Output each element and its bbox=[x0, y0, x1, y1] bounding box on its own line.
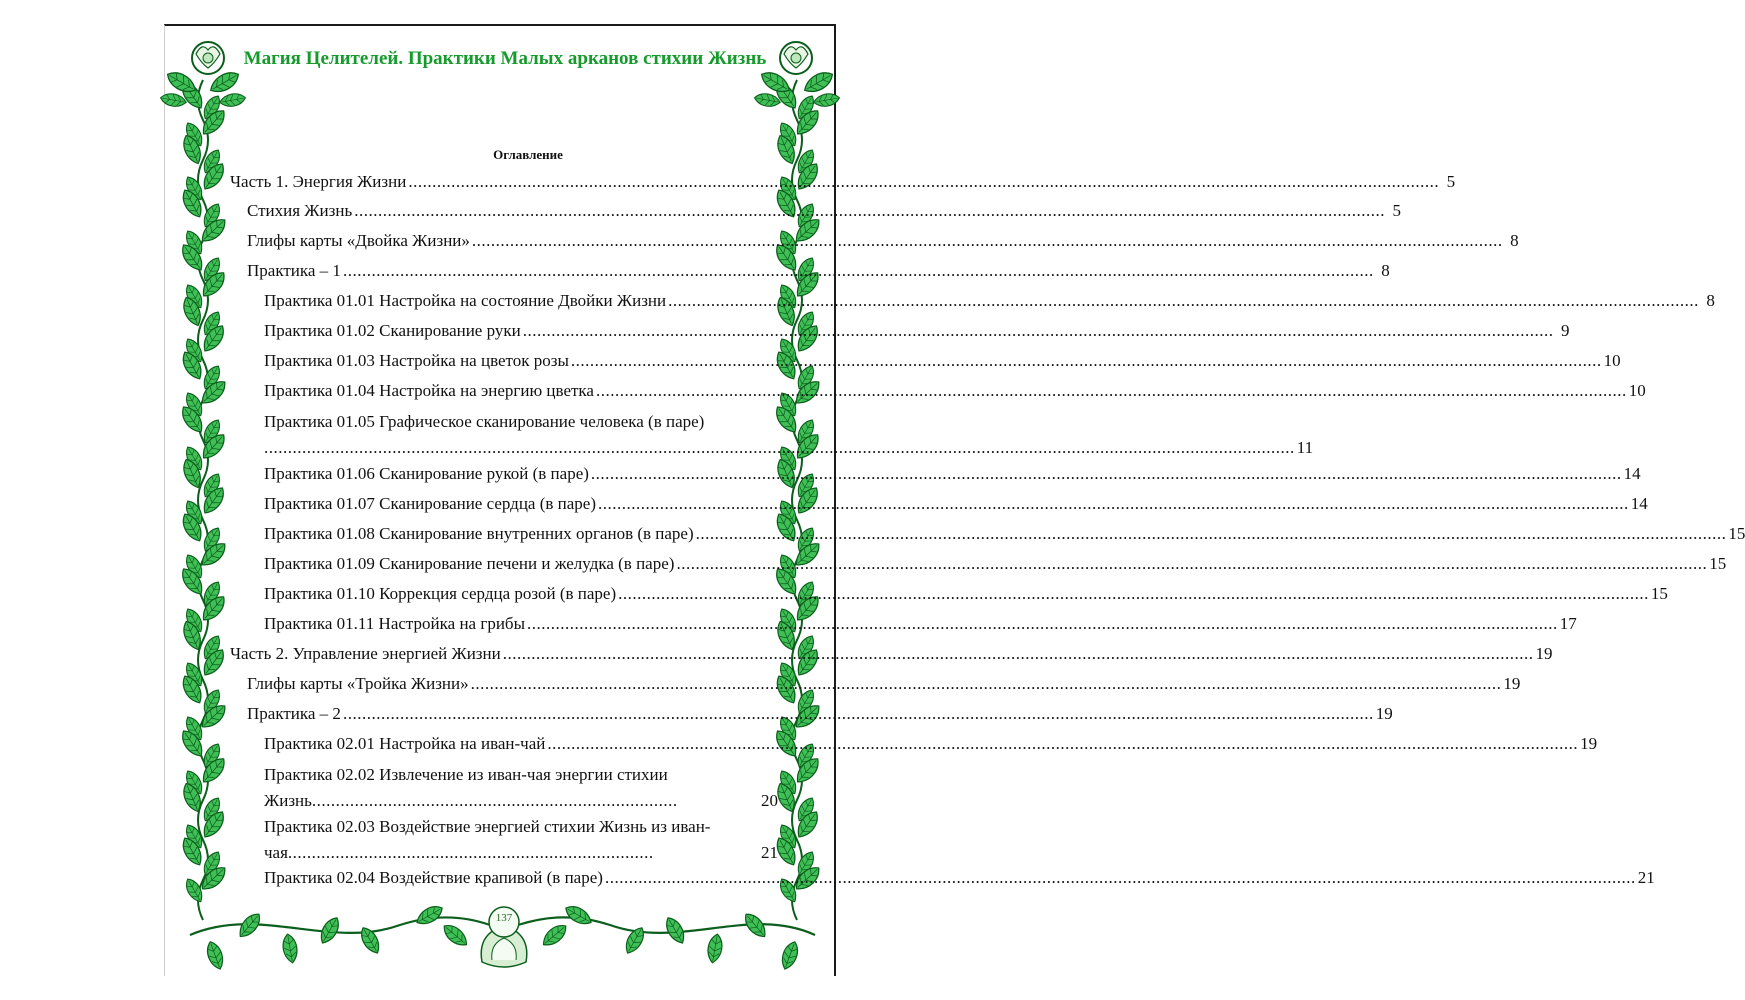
toc-entry-title: Практика – 1 bbox=[247, 261, 341, 280]
dot-leader bbox=[598, 494, 1629, 514]
toc-entry-page: 19 bbox=[1535, 644, 1553, 663]
leaf-icon bbox=[204, 940, 227, 972]
dot-leader bbox=[288, 843, 654, 862]
toc-entry[interactable] bbox=[264, 584, 1668, 604]
toc-entry[interactable] bbox=[247, 704, 1393, 724]
toc-entry-title: Практика 01.10 Коррекция сердца розой (в паре) bbox=[264, 584, 617, 603]
toc-entry-title: Практика – 2 bbox=[247, 704, 341, 723]
dot-leader bbox=[696, 524, 1727, 544]
toc-entry-page: 8 bbox=[1510, 231, 1519, 250]
toc-entry[interactable] bbox=[264, 291, 1715, 311]
leaf-icon bbox=[813, 92, 841, 108]
toc-entry-title: Часть 1. Энергия Жизни bbox=[230, 172, 407, 191]
toc-entry-title: Практика 01.06 Сканирование рукой (в паре) bbox=[264, 464, 589, 483]
dot-leader bbox=[596, 381, 1627, 401]
toc-entry-title: Практика 01.04 Настройка на энергию цветка bbox=[264, 381, 594, 400]
leaf-icon bbox=[357, 925, 383, 957]
dot-leader bbox=[618, 584, 1649, 604]
toc-entry-title: Практика 02.01 Настройка на иван-чай bbox=[264, 734, 546, 753]
toc-entry-page: 11 bbox=[1296, 438, 1314, 457]
dot-leader bbox=[472, 231, 1503, 251]
toc-entry-page: 19 bbox=[1375, 704, 1393, 723]
dot-leader bbox=[264, 435, 1295, 461]
leaf-icon bbox=[779, 940, 802, 972]
dot-leader bbox=[503, 644, 1534, 664]
toc-entry-page: 10 bbox=[1603, 351, 1621, 370]
toc-entry-wrapped[interactable] bbox=[264, 762, 778, 814]
toc-entry-title: Практика 01.02 Сканирование руки bbox=[264, 321, 521, 340]
running-header-title: Магия Целителей. Практики Малых арканов стихии Жизнь bbox=[243, 48, 767, 69]
toc-entry[interactable] bbox=[230, 172, 1456, 192]
toc-entry[interactable] bbox=[264, 868, 1655, 888]
toc-entry-title: Часть 2. Управление энергией Жизни bbox=[230, 644, 501, 663]
dot-leader bbox=[571, 351, 1602, 371]
dot-leader bbox=[668, 291, 1699, 311]
leaf-icon bbox=[539, 921, 570, 950]
toc-entry[interactable] bbox=[264, 554, 1727, 574]
dot-leader bbox=[312, 791, 678, 810]
leaf-icon bbox=[414, 902, 446, 928]
leaf-icon bbox=[706, 933, 724, 964]
leaf-icon bbox=[563, 902, 595, 928]
toc-entry-page: 10 bbox=[1628, 381, 1646, 400]
dot-leader bbox=[343, 261, 1374, 281]
toc-entry[interactable] bbox=[247, 201, 1401, 221]
toc-entry[interactable] bbox=[264, 494, 1648, 514]
toc-entry-page: 5 bbox=[1392, 201, 1401, 220]
toc-entry[interactable] bbox=[264, 351, 1621, 371]
dot-leader bbox=[523, 321, 1554, 341]
toc-entry-page: 21 bbox=[1637, 868, 1655, 887]
toc-entry-page: 15 bbox=[1728, 524, 1745, 543]
toc-entry[interactable] bbox=[247, 261, 1390, 281]
toc-entry-page: 15 bbox=[1650, 584, 1668, 603]
dot-leader bbox=[343, 704, 1374, 724]
toc-heading: Оглавление bbox=[493, 147, 563, 162]
toc-entry-title: Глифы карты «Двойка Жизни» bbox=[247, 231, 470, 250]
toc-entry-page: 21 bbox=[761, 843, 778, 862]
leaf-icon bbox=[281, 933, 299, 964]
page-number: 137 bbox=[495, 912, 513, 924]
dot-leader bbox=[605, 868, 1636, 888]
toc-entry-page: 8 bbox=[1381, 261, 1390, 280]
toc-entry-title: Стихия Жизнь bbox=[247, 201, 353, 220]
toc-entry-page: 14 bbox=[1623, 464, 1641, 483]
toc-entry-title: Практика 02.03 Воздействие энергией стихии Жизнь из иван-чая bbox=[264, 817, 711, 862]
toc-entry-page: 14 bbox=[1630, 494, 1648, 513]
dot-leader bbox=[547, 734, 1578, 754]
toc-entry[interactable] bbox=[264, 464, 1641, 484]
toc-entry-wrapped[interactable] bbox=[264, 814, 778, 866]
flower-top-right-icon bbox=[780, 42, 812, 74]
toc-entry-page: 17 bbox=[1559, 614, 1577, 633]
toc-entry-title: Практика 01.05 Графическое сканирование человека (в паре) bbox=[264, 412, 705, 431]
dot-leader bbox=[471, 674, 1502, 694]
flower-top-left-icon bbox=[192, 42, 224, 74]
toc-entry-title: Практика 01.09 Сканирование печени и желудка (в паре) bbox=[264, 554, 675, 573]
toc-entry[interactable] bbox=[264, 321, 1570, 341]
leaf-icon bbox=[440, 921, 471, 950]
toc-entry[interactable] bbox=[230, 644, 1553, 664]
toc-entry-page: 19 bbox=[1503, 674, 1521, 693]
toc-entry-title: Глифы карты «Тройка Жизни» bbox=[247, 674, 469, 693]
toc-entry[interactable] bbox=[264, 734, 1598, 754]
toc-entry-title: Практика 01.07 Сканирование сердца (в паре) bbox=[264, 494, 597, 513]
toc-entry-title: Практика 01.01 Настройка на состояние Двойки Жизни bbox=[264, 291, 667, 310]
toc-entry[interactable] bbox=[264, 614, 1577, 634]
toc-entry-title: Практика 01.03 Настройка на цветок розы bbox=[264, 351, 569, 370]
toc-entry-page: 9 bbox=[1561, 321, 1570, 340]
toc-entry-title: Практика 02.02 Извлечение из иван-чая энергии стихии Жизнь bbox=[264, 765, 668, 810]
toc-entry-page: 8 bbox=[1706, 291, 1715, 310]
toc-entry[interactable] bbox=[247, 231, 1519, 251]
toc-entry-page: 19 bbox=[1580, 734, 1598, 753]
toc-entry-title: Практика 01.11 Настройка на грибы bbox=[264, 614, 525, 633]
toc-entry[interactable] bbox=[247, 674, 1521, 694]
dot-leader bbox=[591, 464, 1622, 484]
dot-leader bbox=[408, 172, 1439, 192]
toc-entry[interactable] bbox=[264, 381, 1646, 401]
dot-leader bbox=[527, 614, 1558, 634]
toc-entry-page: 5 bbox=[1446, 172, 1456, 191]
toc-entry-wrapped[interactable] bbox=[264, 409, 1314, 461]
leaf-icon bbox=[801, 68, 836, 97]
toc-entry-title: Практика 01.08 Сканирование внутренних органов (в паре) bbox=[264, 524, 694, 543]
toc-entry[interactable] bbox=[264, 524, 1745, 544]
left-vine-ornament bbox=[160, 68, 247, 920]
leaf-icon bbox=[219, 92, 247, 108]
toc-entry-page: 20 bbox=[761, 791, 778, 810]
dot-leader bbox=[676, 554, 1707, 574]
toc-entry-page: 15 bbox=[1709, 554, 1727, 573]
toc-entry-title: Практика 02.04 Воздействие крапивой (в паре) bbox=[264, 868, 603, 887]
dot-leader bbox=[354, 201, 1385, 221]
